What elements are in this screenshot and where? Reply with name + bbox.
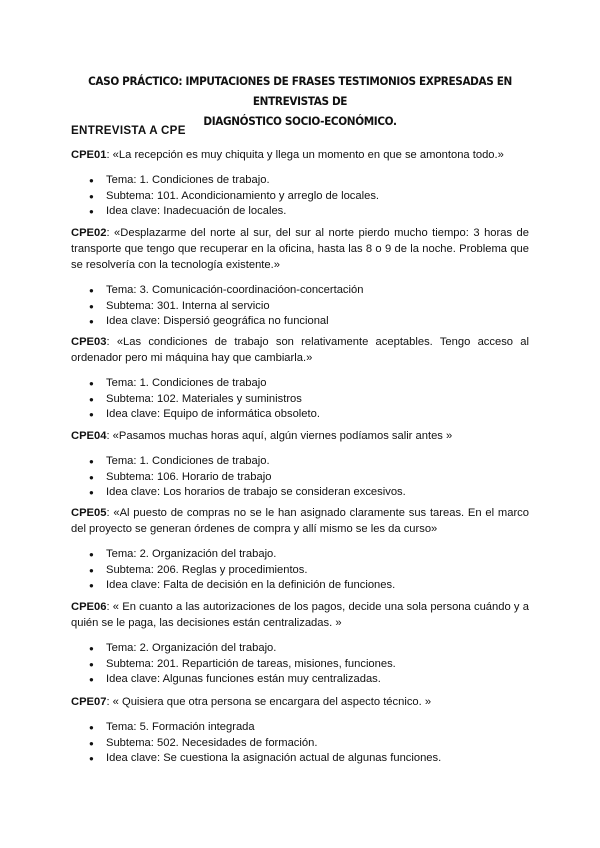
entry-quote-text: : «La recepción es muy chiquita y llega un momento en que se amontona todo.» — [106, 149, 504, 161]
entry-quote — [71, 505, 529, 537]
document-title — [79, 71, 521, 131]
bullet-subtema: ● Subtema: 201. Repartición de tareas, misiones, funciones. — [71, 657, 529, 673]
bullet-subtema: ● Subtema: 101. Acondicionamiento y arreglo de locales. — [71, 189, 529, 205]
bullet-subtema: ● Subtema: 106. Horario de trabajo — [71, 470, 529, 486]
bullet-tema: ● Tema: 1. Condiciones de trabajo. — [71, 454, 529, 470]
bullet-tema: ● Tema: 1. Condiciones de trabajo — [71, 376, 529, 392]
entry-quote — [71, 599, 529, 631]
entry-code: CPE02 — [71, 227, 107, 239]
entry-bullets — [71, 173, 529, 220]
entry-code: CPE05 — [71, 507, 107, 519]
entry-bullets — [71, 720, 529, 767]
entry-quote-text: : «Al puesto de compras no se le han asignado claramente sus tareas. En el marco del proyecto se generan órdenes de compra y allí mismo se les da curso» — [71, 507, 529, 535]
title-line-2: DIAGNÓSTICO SOCIO-ECONÓMICO. — [203, 114, 397, 128]
entry-cpe06 — [71, 599, 529, 688]
bullet-subtema: ● Subtema: 102. Materiales y suministros — [71, 392, 529, 408]
entry-quote — [71, 334, 529, 366]
section-heading: ENTREVISTA A CPE — [71, 124, 186, 137]
entry-cpe07 — [71, 694, 529, 767]
entry-quote-text: : « En cuanto a las autorizaciones de los pagos, decide una sola persona cuándo y a quién se le paga, las decisiones están centralizadas. » — [71, 601, 529, 629]
bullet-tema: ● Tema: 3. Comunicación-coordinacióon-concertación — [71, 283, 529, 299]
entry-code: CPE01 — [71, 149, 107, 161]
entry-code: CPE06 — [71, 601, 107, 613]
entry-cpe05 — [71, 505, 529, 594]
entry-bullets — [71, 454, 529, 501]
bullet-idea: ● Idea clave: Equipo de informática obsoleto. — [71, 407, 529, 423]
bullet-idea: ● Idea clave: Falta de decisión en la definición de funciones. — [71, 578, 529, 594]
bullet-idea: ● Idea clave: Los horarios de trabajo se consideran excesivos. — [71, 485, 529, 501]
entry-quote — [71, 147, 529, 163]
bullet-tema: ● Tema: 2. Organización del trabajo. — [71, 547, 529, 563]
entry-cpe04 — [71, 428, 529, 501]
entry-cpe01 — [71, 147, 529, 220]
entry-quote-text: : « Quisiera que otra persona se encargara del aspecto técnico. » — [106, 696, 432, 708]
entry-quote — [71, 225, 529, 273]
bullet-idea: ● Idea clave: Se cuestiona la asignación actual de algunas funciones. — [71, 751, 529, 767]
entry-bullets — [71, 641, 529, 688]
entry-quote — [71, 428, 529, 444]
title-line-1: CASO PRÁCTICO: IMPUTACIONES DE FRASES TESTIMONIOS EXPRESADAS EN ENTREVISTAS DE — [88, 74, 512, 108]
entry-code: CPE03 — [71, 336, 107, 348]
bullet-idea: ● Idea clave: Algunas funciones están muy centralizadas. — [71, 672, 529, 688]
bullet-subtema: ● Subtema: 301. Interna al servicio — [71, 299, 529, 315]
bullet-subtema: ● Subtema: 206. Reglas y procedimientos. — [71, 563, 529, 579]
entry-bullets — [71, 547, 529, 594]
entry-quote-text: : «Las condiciones de trabajo son relativamente aceptables. Tengo acceso al ordenador pero mi máquina hay que cambiarla.» — [71, 336, 529, 364]
entry-cpe03 — [71, 334, 529, 423]
bullet-tema: ● Tema: 5. Formación integrada — [71, 720, 529, 736]
bullet-tema: ● Tema: 2. Organización del trabajo. — [71, 641, 529, 657]
bullet-idea: ● Idea clave: Dispersió geográfica no funcional — [71, 314, 529, 330]
bullet-subtema: ● Subtema: 502. Necesidades de formación. — [71, 736, 529, 752]
entry-quote — [71, 694, 529, 710]
entry-quote-text: : «Pasamos muchas horas aquí, algún viernes podíamos salir antes » — [106, 430, 453, 442]
entry-quote-text: : «Desplazarme del norte al sur, del sur al norte pierdo mucho tiempo: 3 horas de transporte que tengo que recuperar en la oficina, hasta las 8 o 9 de la noche. Problema que se resolvería con la tecnología existente.» — [71, 227, 529, 271]
entry-bullets — [71, 376, 529, 423]
entry-bullets — [71, 283, 529, 330]
entry-code: CPE04 — [71, 430, 107, 442]
entry-cpe02 — [71, 225, 529, 330]
entry-code: CPE07 — [71, 696, 107, 708]
bullet-tema: ● Tema: 1. Condiciones de trabajo. — [71, 173, 529, 189]
bullet-idea: ● Idea clave: Inadecuación de locales. — [71, 204, 529, 220]
